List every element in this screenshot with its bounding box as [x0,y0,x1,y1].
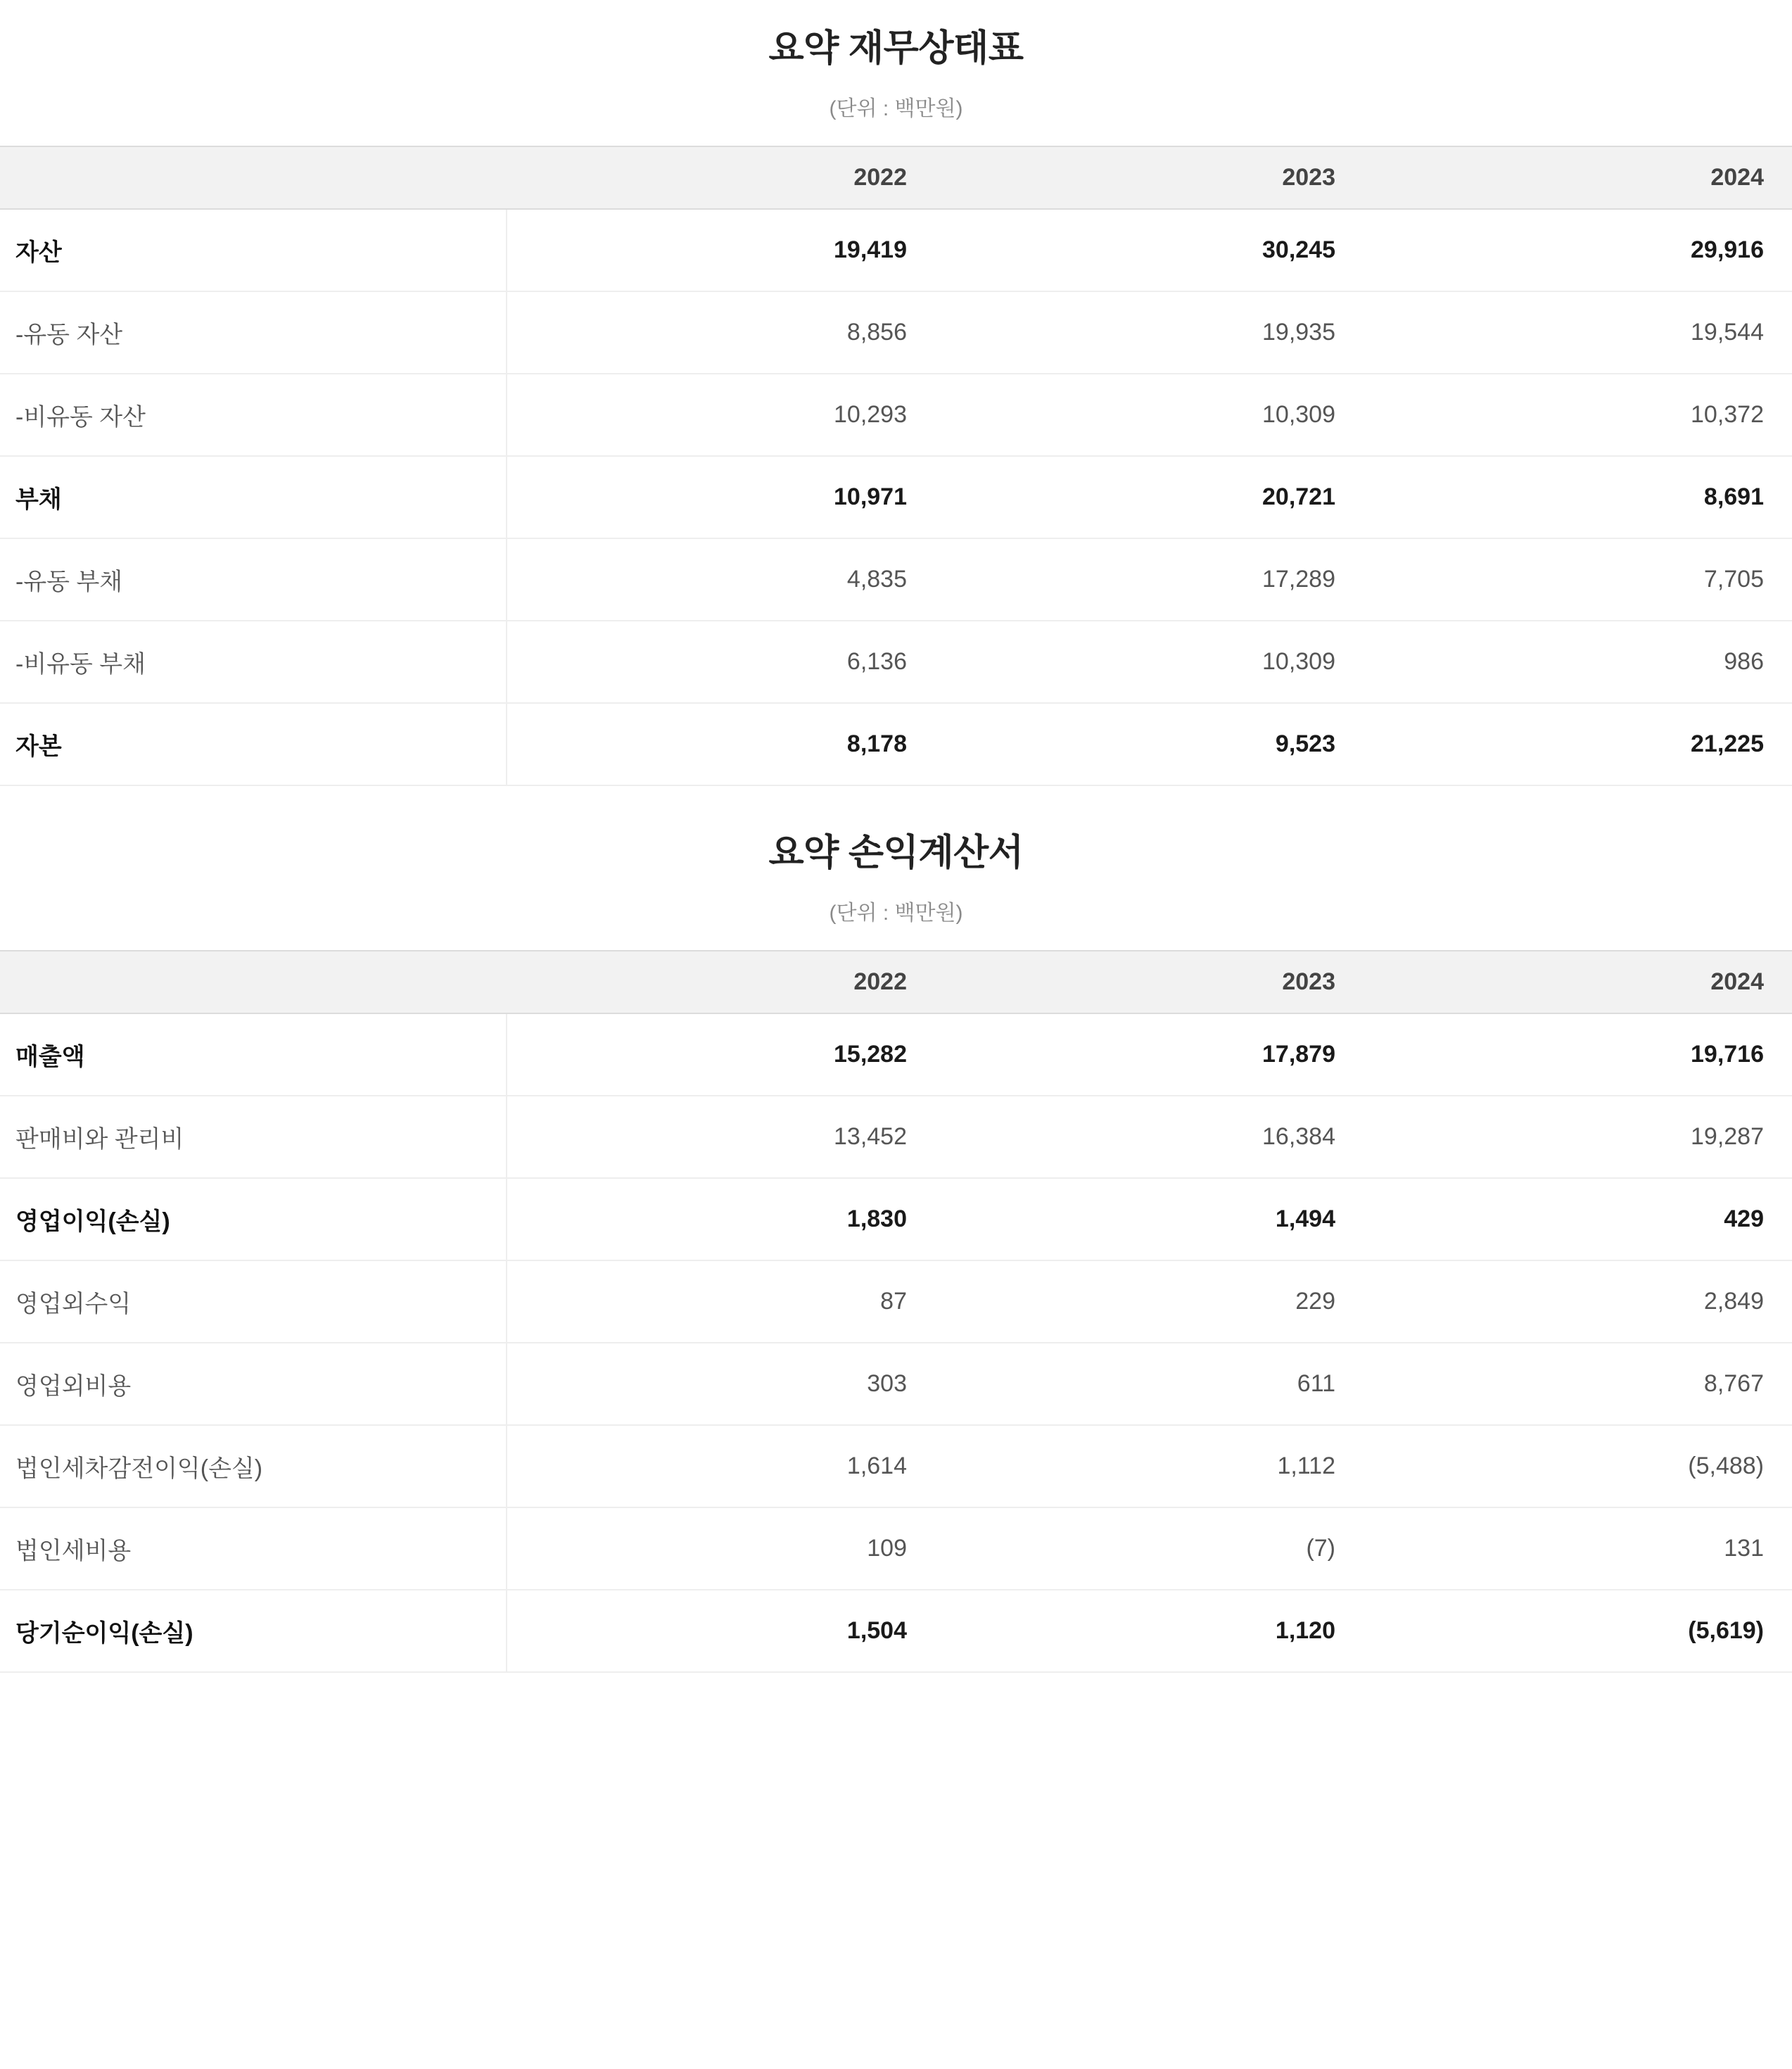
row-label: 부채 [0,456,507,538]
header-row [0,146,1792,209]
column-header-2024: 2024 [1364,146,1792,209]
row-value-2024: 19,716 [1364,1013,1792,1096]
balance-sheet-section [0,0,1792,786]
column-header-2023: 2023 [935,951,1364,1013]
income-statement-section [0,804,1792,1673]
row-label: 판매비와 관리비 [0,1096,507,1178]
row-value-2023: 611 [935,1343,1364,1425]
row-value-2023: 19,935 [935,291,1364,374]
row-label: 자산 [0,209,507,291]
row-value-2023: 10,309 [935,621,1364,703]
row-value-2023: 1,120 [935,1590,1364,1672]
row-value-2022: 4,835 [507,538,935,621]
row-value-2023: 20,721 [935,456,1364,538]
row-label: -비유동 부채 [0,621,507,703]
row-value-2023: 229 [935,1260,1364,1343]
column-header-2023: 2023 [935,146,1364,209]
row-value-2022: 1,830 [507,1178,935,1260]
row-label: -유동 자산 [0,291,507,374]
column-header-label [0,146,507,209]
row-value-2023: 9,523 [935,703,1364,785]
row-value-2024: 8,767 [1364,1343,1792,1425]
row-label: -비유동 자산 [0,374,507,456]
row-label: 법인세차감전이익(손실) [0,1425,507,1507]
row-value-2022: 13,452 [507,1096,935,1178]
row-value-2022: 8,178 [507,703,935,785]
row-value-2024: (5,488) [1364,1425,1792,1507]
row-value-2022: 303 [507,1343,935,1425]
row-label: 영업외수익 [0,1260,507,1343]
row-value-2024: 19,544 [1364,291,1792,374]
row-label: 영업이익(손실) [0,1178,507,1260]
row-value-2022: 10,293 [507,374,935,456]
unit-note: (단위 : 백만원) [829,97,963,120]
row-value-2023: 17,879 [935,1013,1364,1096]
row-value-2024: 429 [1364,1178,1792,1260]
row-value-2024: 21,225 [1364,703,1792,785]
table-header [0,951,1792,1013]
row-value-2024: 10,372 [1364,374,1792,456]
row-value-2022: 8,856 [507,291,935,374]
unit-note: (단위 : 백만원) [829,901,963,925]
page-title: 요약 재무상태표 [768,28,1024,69]
row-value-2024: 131 [1364,1507,1792,1590]
row-value-2023: 10,309 [935,374,1364,456]
row-value-2024: (5,619) [1364,1590,1792,1672]
table-row [0,456,1792,538]
row-value-2023: 1,112 [935,1425,1364,1507]
row-label: 법인세비용 [0,1507,507,1590]
row-value-2022: 1,504 [507,1590,935,1672]
row-value-2024: 19,287 [1364,1096,1792,1178]
column-header-2022: 2022 [507,951,935,1013]
table-row [0,1343,1792,1425]
row-value-2022: 109 [507,1507,935,1590]
row-value-2022: 19,419 [507,209,935,291]
row-label: 자본 [0,703,507,785]
row-label: -유동 부채 [0,538,507,621]
column-header-label [0,951,507,1013]
table-row [0,1425,1792,1507]
table-row [0,1590,1792,1672]
table-row [0,538,1792,621]
row-value-2024: 8,691 [1364,456,1792,538]
row-value-2024: 29,916 [1364,209,1792,291]
header-row [0,951,1792,1013]
row-value-2022: 6,136 [507,621,935,703]
row-label: 영업외비용 [0,1343,507,1425]
row-value-2023: 16,384 [935,1096,1364,1178]
table-row [0,1507,1792,1590]
row-label: 당기순이익(손실) [0,1590,507,1672]
section-spacer [0,786,1792,804]
table-row [0,703,1792,785]
row-value-2022: 15,282 [507,1013,935,1096]
table-row [0,621,1792,703]
row-value-2023: 30,245 [935,209,1364,291]
row-value-2023: (7) [935,1507,1364,1590]
balance-sheet-table [0,146,1792,786]
row-value-2023: 17,289 [935,538,1364,621]
row-label: 매출액 [0,1013,507,1096]
table-row [0,1096,1792,1178]
table-body [0,1013,1792,1672]
page-title: 요약 손익계산서 [768,833,1024,873]
table-row [0,374,1792,456]
table-row [0,1013,1792,1096]
table-body [0,209,1792,785]
table-row [0,291,1792,374]
row-value-2023: 1,494 [935,1178,1364,1260]
income-statement-table [0,950,1792,1673]
table-header [0,146,1792,209]
row-value-2024: 7,705 [1364,538,1792,621]
table-row [0,209,1792,291]
column-header-2022: 2022 [507,146,935,209]
row-value-2022: 87 [507,1260,935,1343]
table-row [0,1178,1792,1260]
row-value-2022: 1,614 [507,1425,935,1507]
row-value-2022: 10,971 [507,456,935,538]
row-value-2024: 986 [1364,621,1792,703]
column-header-2024: 2024 [1364,951,1792,1013]
row-value-2024: 2,849 [1364,1260,1792,1343]
table-row [0,1260,1792,1343]
